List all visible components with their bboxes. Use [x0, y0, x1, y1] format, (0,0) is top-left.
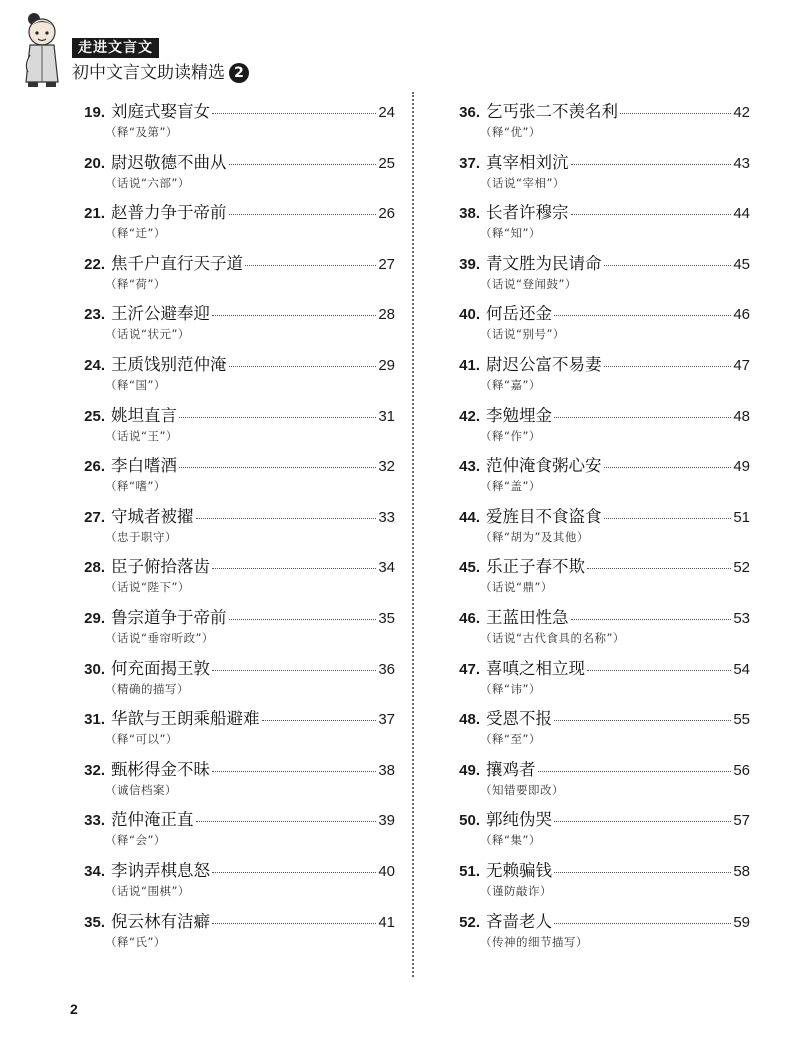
toc-entry[interactable]: [430, 193, 750, 244]
toc-entry-line: [55, 806, 395, 830]
toc-entry[interactable]: [55, 649, 395, 700]
entry-note: （话说“鼎”）: [480, 580, 553, 595]
entry-page-number: 35: [378, 609, 395, 627]
entry-page-number: 31: [378, 407, 395, 425]
entry-note: （释“集”）: [480, 833, 541, 848]
dot-leader: [587, 670, 731, 671]
entry-note: （话说“六部”）: [105, 175, 190, 190]
entry-note: （释“迁”）: [105, 226, 166, 241]
entry-number: 37.: [459, 154, 480, 172]
entry-number: 29.: [84, 609, 105, 627]
entry-note: （知错要即改）: [480, 782, 564, 797]
dot-leader: [212, 771, 376, 772]
entry-number: 32.: [84, 761, 105, 779]
toc-entry[interactable]: [430, 800, 750, 851]
entry-number: 20.: [84, 154, 105, 172]
toc-entry-line: [55, 857, 395, 881]
entry-number: 34.: [84, 862, 105, 880]
entry-title[interactable]: 无赖骗钱: [486, 860, 552, 880]
toc-entry-line: [55, 604, 395, 628]
entry-note: （话说“陛下”）: [105, 580, 190, 595]
toc-entry[interactable]: [55, 851, 395, 902]
entry-number: 52.: [459, 913, 480, 931]
entry-number: 35.: [84, 913, 105, 931]
entry-page-number: 34: [378, 559, 395, 577]
toc-entry-line: [430, 604, 750, 628]
entry-page-number: 56: [733, 761, 750, 779]
entry-page-number: 37: [378, 711, 395, 729]
entry-note: （谨防敲诈）: [480, 883, 552, 898]
series-name: 走进文言文: [72, 38, 159, 58]
toc-entry-line: [430, 452, 750, 476]
entry-page-number: 42: [733, 104, 750, 121]
entry-note: （话说“别号”）: [480, 327, 565, 342]
entry-number: 45.: [459, 559, 480, 577]
entry-title[interactable]: 攘鸡者: [486, 759, 536, 779]
book-title: [72, 62, 249, 84]
entry-number: 36.: [459, 104, 480, 121]
entry-number: 21.: [84, 205, 105, 223]
toc-entry[interactable]: [430, 547, 750, 598]
entry-number: 25.: [84, 407, 105, 425]
entry-title[interactable]: 受恩不报: [486, 709, 552, 729]
toc-column-left: [55, 92, 395, 952]
entry-title[interactable]: 刘庭式娶盲女: [111, 102, 210, 121]
entry-title[interactable]: 守城者被擢: [111, 506, 194, 526]
entry-title[interactable]: 何充面揭王敦: [111, 658, 210, 678]
toc-entry[interactable]: [430, 750, 750, 801]
toc-entry[interactable]: [430, 902, 750, 953]
dot-leader: [229, 619, 377, 620]
dot-leader: [554, 923, 731, 924]
toc-entry[interactable]: [55, 902, 395, 953]
dot-leader: [212, 568, 376, 569]
dot-leader: [538, 771, 732, 772]
toc-entry-line: [430, 705, 750, 729]
dot-leader: [587, 568, 731, 569]
page-number: 2: [70, 1001, 78, 1017]
toc-entry[interactable]: [430, 143, 750, 194]
entry-note: （传神的细节描写）: [480, 934, 588, 949]
toc-entry-line: [55, 655, 395, 679]
toc-entry[interactable]: [430, 446, 750, 497]
toc-entry[interactable]: [55, 92, 395, 143]
toc-entry[interactable]: [430, 396, 750, 447]
toc-entry[interactable]: [55, 497, 395, 548]
entry-page-number: 49: [733, 458, 750, 476]
toc-entry[interactable]: [55, 750, 395, 801]
entry-page-number: 32: [378, 458, 395, 476]
dot-leader: [229, 214, 377, 215]
toc-entry[interactable]: [55, 244, 395, 295]
dot-leader: [571, 164, 732, 165]
entry-page-number: 44: [733, 205, 750, 223]
entry-number: 39.: [459, 255, 480, 273]
toc-entry-line: [430, 402, 750, 426]
entry-note: （释“作”）: [480, 428, 541, 443]
entry-title[interactable]: 真宰相刘沆: [486, 152, 569, 172]
entry-page-number: 29: [378, 356, 395, 374]
dot-leader: [212, 872, 376, 873]
entry-note: （释“嗜”）: [105, 479, 166, 494]
entry-number: 30.: [84, 660, 105, 678]
toc-entry-line: [55, 250, 395, 274]
entry-note: （释“及第”）: [105, 125, 178, 139]
toc-entry[interactable]: [430, 649, 750, 700]
entry-note: （释“嘉”）: [480, 377, 541, 392]
entry-number: 42.: [459, 407, 480, 425]
dot-leader: [554, 315, 731, 316]
entry-title[interactable]: 甄彬得金不昧: [111, 759, 210, 779]
entry-note: （话说“古代食具的名称”）: [480, 630, 625, 645]
entry-title[interactable]: 长者许穆宗: [486, 203, 569, 223]
entry-page-number: 55: [733, 711, 750, 729]
dot-leader: [262, 720, 377, 721]
dot-leader: [212, 315, 376, 316]
entry-page-number: 36: [378, 660, 395, 678]
entry-note: （话说“垂帘听政”）: [105, 630, 214, 645]
entry-page-number: 57: [733, 812, 750, 830]
toc-entry[interactable]: [55, 699, 395, 750]
dot-leader: [604, 467, 732, 468]
entry-page-number: 33: [378, 508, 395, 526]
toc-entry[interactable]: [430, 598, 750, 649]
toc-entry[interactable]: [430, 345, 750, 396]
toc-entry-line: [55, 149, 395, 173]
dot-leader: [554, 821, 731, 822]
entry-note: （释“至”）: [480, 732, 541, 747]
dot-leader: [196, 821, 377, 822]
toc-entry-line: [55, 756, 395, 780]
entry-number: 24.: [84, 356, 105, 374]
toc-entry[interactable]: [430, 92, 750, 143]
toc-entry-line: [55, 503, 395, 527]
entry-page-number: 40: [378, 862, 395, 880]
dot-leader: [212, 670, 376, 671]
entry-title[interactable]: 吝啬老人: [486, 911, 552, 931]
dot-leader: [620, 113, 731, 114]
entry-note: （释“知”）: [480, 226, 541, 241]
volume-badge: 2: [229, 63, 249, 83]
dot-leader: [604, 366, 732, 367]
entry-number: 48.: [459, 711, 480, 729]
toc-entry[interactable]: [430, 497, 750, 548]
toc-entry[interactable]: [55, 598, 395, 649]
entry-title[interactable]: 乐正子春不欺: [486, 557, 585, 577]
entry-page-number: 47: [733, 356, 750, 374]
entry-note: （话说“登闻鼓”）: [480, 276, 577, 291]
entry-number: 26.: [84, 458, 105, 476]
entry-page-number: 27: [378, 255, 395, 273]
toc-entry-line: [430, 199, 750, 223]
toc-entry[interactable]: [55, 193, 395, 244]
dot-leader: [554, 872, 731, 873]
entry-number: 23.: [84, 306, 105, 324]
entry-note: （释“国”）: [105, 377, 166, 392]
entry-title[interactable]: 何岳还金: [486, 304, 552, 324]
entry-page-number: 28: [378, 306, 395, 324]
toc-entry[interactable]: [55, 547, 395, 598]
entry-note: （释“荷”）: [105, 276, 166, 291]
toc-entry[interactable]: [430, 244, 750, 295]
entry-page-number: 58: [733, 862, 750, 880]
toc-entry-line: [55, 402, 395, 426]
entry-title[interactable]: 王沂公避奉迎: [111, 304, 210, 324]
entry-note: （话说“宰相”）: [480, 175, 565, 190]
dot-leader: [604, 518, 732, 519]
entry-page-number: 26: [378, 205, 395, 223]
entry-number: 27.: [84, 508, 105, 526]
toc-entry-line: [55, 351, 395, 375]
entry-title[interactable]: 倪云林有洁癖: [111, 911, 210, 931]
entry-title[interactable]: 王质饯别范仲淹: [111, 354, 227, 374]
entry-number: 47.: [459, 660, 480, 678]
scholar-mascot-icon: [20, 10, 70, 90]
entry-title[interactable]: 鲁宗道争于帝前: [111, 607, 227, 627]
toc-column-right: [430, 92, 750, 952]
entry-number: 33.: [84, 812, 105, 830]
entry-title[interactable]: 王蓝田性急: [486, 607, 569, 627]
entry-page-number: 53: [733, 609, 750, 627]
book-header: [20, 10, 320, 90]
entry-title[interactable]: 臣子俯拾落齿: [111, 557, 210, 577]
entry-page-number: 59: [733, 913, 750, 931]
toc-entry[interactable]: [430, 294, 750, 345]
toc-entry[interactable]: [55, 446, 395, 497]
entry-number: 51.: [459, 862, 480, 880]
entry-title[interactable]: 爱旌目不食盗食: [486, 506, 602, 526]
toc-entry[interactable]: [55, 294, 395, 345]
entry-title[interactable]: 尉迟敬德不曲从: [111, 152, 227, 172]
entry-number: 49.: [459, 761, 480, 779]
entry-page-number: 43: [733, 154, 750, 172]
entry-note: （诚信档案）: [105, 782, 177, 797]
entry-number: 50.: [459, 812, 480, 830]
entry-page-number: 54: [733, 660, 750, 678]
toc-entry[interactable]: [55, 143, 395, 194]
entry-number: 43.: [459, 458, 480, 476]
dot-leader: [554, 417, 731, 418]
toc-entry-line: [55, 452, 395, 476]
entry-number: 41.: [459, 356, 480, 374]
entry-title[interactable]: 李白嗜酒: [111, 456, 177, 476]
entry-title[interactable]: 姚坦直言: [111, 405, 177, 425]
entry-page-number: 48: [733, 407, 750, 425]
book-title-text: 初中文言文助读精选: [72, 63, 225, 83]
entry-title[interactable]: 华歆与王朗乘船避难: [111, 709, 260, 729]
entry-page-number: 52: [733, 559, 750, 577]
entry-note: （忠于职守）: [105, 529, 177, 544]
entry-title[interactable]: 李讷弄棋息怒: [111, 860, 210, 880]
entry-note: （释“讳”）: [480, 681, 541, 696]
dot-leader: [229, 366, 377, 367]
toc-entry-line: [55, 553, 395, 577]
toc-entry-line: [430, 806, 750, 830]
entry-page-number: 41: [378, 913, 395, 931]
entry-note: （释“会”）: [105, 833, 166, 848]
entry-title[interactable]: 焦千户直行天子道: [111, 253, 243, 273]
entry-note: （释“优”）: [480, 125, 541, 139]
toc-entry-line: [430, 250, 750, 274]
entry-number: 46.: [459, 609, 480, 627]
entry-title[interactable]: 乞丐张二不羡名利: [486, 102, 618, 121]
toc-entry-line: [55, 98, 395, 122]
toc-entry-line: [55, 705, 395, 729]
entry-title[interactable]: 范仲淹食粥心安: [486, 456, 602, 476]
entry-note: （释“氏”）: [105, 934, 166, 949]
entry-page-number: 51: [733, 508, 750, 526]
dot-leader: [229, 164, 377, 165]
toc-entry-line: [55, 908, 395, 932]
dot-leader: [196, 518, 377, 519]
entry-number: 28.: [84, 559, 105, 577]
toc-entry-line: [55, 300, 395, 324]
entry-title[interactable]: 青文胜为民请命: [486, 253, 602, 273]
entry-note: （释“可以”）: [105, 732, 178, 747]
toc-entry-line: [430, 98, 750, 122]
toc-entry-line: [430, 553, 750, 577]
toc-entry-line: [430, 756, 750, 780]
toc-entry-line: [430, 503, 750, 527]
table-of-contents: [0, 92, 790, 982]
dot-leader: [571, 619, 732, 620]
toc-entry[interactable]: [430, 699, 750, 750]
entry-note: （释“胡为”及其他）: [480, 529, 589, 544]
entry-number: 31.: [84, 711, 105, 729]
entry-note: （精确的描写）: [105, 681, 189, 696]
entry-title[interactable]: 尉迟公富不易妻: [486, 354, 602, 374]
toc-entry[interactable]: [55, 345, 395, 396]
dot-leader: [179, 467, 376, 468]
entry-note: （话说“围棋”）: [105, 883, 190, 898]
dot-leader: [179, 417, 376, 418]
toc-entry-line: [430, 351, 750, 375]
toc-entry-line: [430, 908, 750, 932]
dot-leader: [212, 113, 376, 114]
dot-leader: [554, 720, 731, 721]
entry-title[interactable]: 范仲淹正直: [111, 810, 194, 830]
dot-leader: [571, 214, 732, 215]
entry-number: 22.: [84, 255, 105, 273]
toc-entry-line: [430, 149, 750, 173]
entry-note: （话说“王”）: [105, 428, 178, 443]
toc-entry[interactable]: [430, 851, 750, 902]
toc-entry[interactable]: [55, 396, 395, 447]
entry-number: 19.: [84, 104, 105, 121]
entry-title[interactable]: 郭纯伪哭: [486, 810, 552, 830]
toc-entry-line: [430, 300, 750, 324]
entry-page-number: 38: [378, 761, 395, 779]
entry-page-number: 25: [378, 154, 395, 172]
entry-title[interactable]: 赵普力争于帝前: [111, 203, 227, 223]
dot-leader: [604, 265, 732, 266]
entry-page-number: 45: [733, 255, 750, 273]
entry-note: （话说“状元”）: [105, 327, 190, 342]
dot-leader: [245, 265, 376, 266]
entry-page-number: 39: [378, 812, 395, 830]
dot-leader: [212, 923, 376, 924]
entry-page-number: 46: [733, 306, 750, 324]
toc-entry-line: [55, 199, 395, 223]
entry-title[interactable]: 喜嗔之相立现: [486, 658, 585, 678]
entry-number: 40.: [459, 306, 480, 324]
entry-page-number: 24: [378, 104, 395, 121]
toc-entry-line: [430, 857, 750, 881]
entry-number: 38.: [459, 205, 480, 223]
toc-entry[interactable]: [55, 800, 395, 851]
entry-number: 44.: [459, 508, 480, 526]
entry-title[interactable]: 李勉埋金: [486, 405, 552, 425]
entry-note: （释“盖”）: [480, 479, 541, 494]
toc-entry-line: [430, 655, 750, 679]
